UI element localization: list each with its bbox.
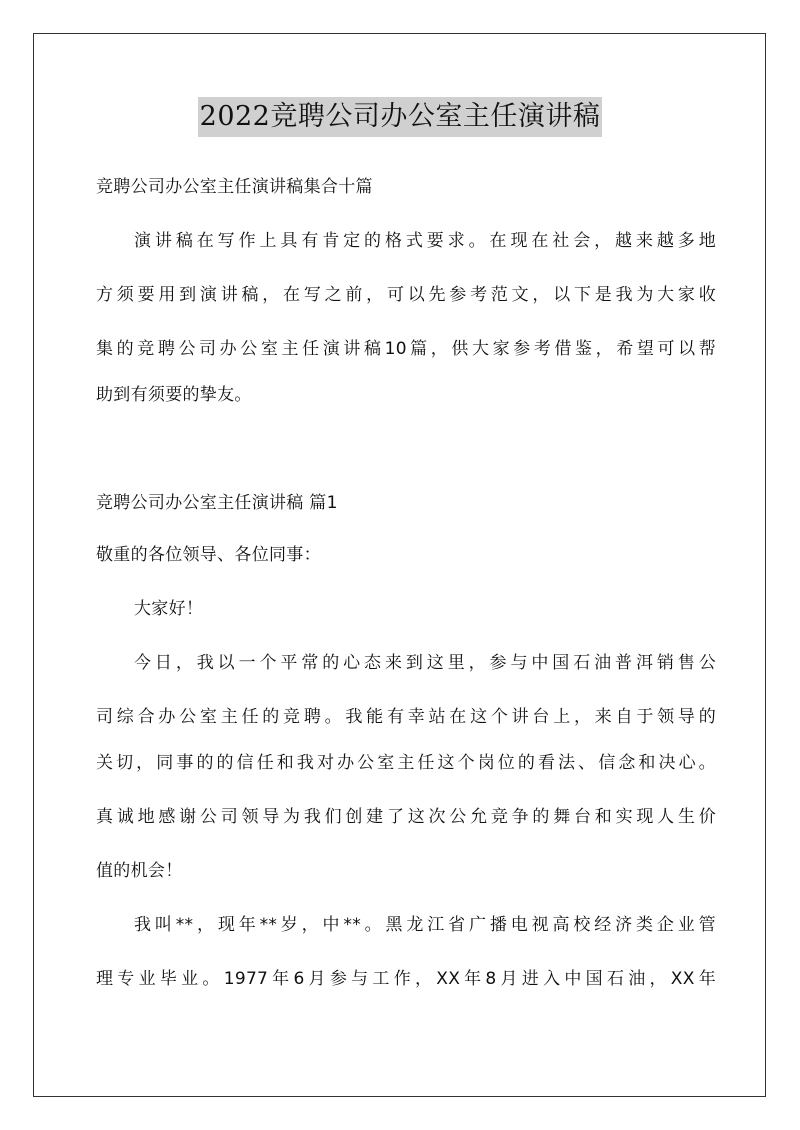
paragraph-line: 真诚地感谢公司领导为我们创建了这次公允竞争的舞台和实现人生价 bbox=[96, 807, 716, 827]
paragraph-line: 演讲稿在写作上具有肯定的格式要求。在现在社会，越来越多地 bbox=[134, 231, 716, 251]
section-heading: 竞聘公司办公室主任演讲稿 篇1 bbox=[96, 493, 338, 513]
subtitle-line: 竞聘公司办公室主任演讲稿集合十篇 bbox=[96, 177, 373, 197]
paragraph-line: 司综合办公室主任的竞聘。我能有幸站在这个讲台上，来自于领导的 bbox=[96, 707, 716, 727]
title-container bbox=[0, 97, 800, 137]
paragraph-line: 值的机会！ bbox=[96, 861, 183, 881]
paragraph-line: 理专业毕业。1977年6月参与工作，XX年8月进入中国石油，XX年 bbox=[96, 969, 716, 989]
paragraph-line: 我叫**，现年**岁，中**。黑龙江省广播电视高校经济类企业管 bbox=[134, 915, 716, 935]
greeting-line: 大家好！ bbox=[134, 599, 204, 619]
paragraph-line: 集的竞聘公司办公室主任演讲稿10篇，供大家参考借鉴，希望可以帮 bbox=[96, 339, 716, 359]
salutation-line: 敬重的各位领导、各位同事： bbox=[96, 545, 321, 565]
paragraph-line: 方须要用到演讲稿，在写之前，可以先参考范文，以下是我为大家收 bbox=[96, 285, 716, 305]
paragraph-line: 关切，同事的的信任和我对办公室主任这个岗位的看法、信念和决心。 bbox=[96, 753, 716, 773]
paragraph-line: 助到有须要的挚友。 bbox=[96, 385, 252, 405]
document-title: 2022竞聘公司办公室主任演讲稿 bbox=[198, 97, 603, 137]
paragraph-line: 今日，我以一个平常的心态来到这里，参与中国石油普洱销售公 bbox=[134, 653, 716, 673]
